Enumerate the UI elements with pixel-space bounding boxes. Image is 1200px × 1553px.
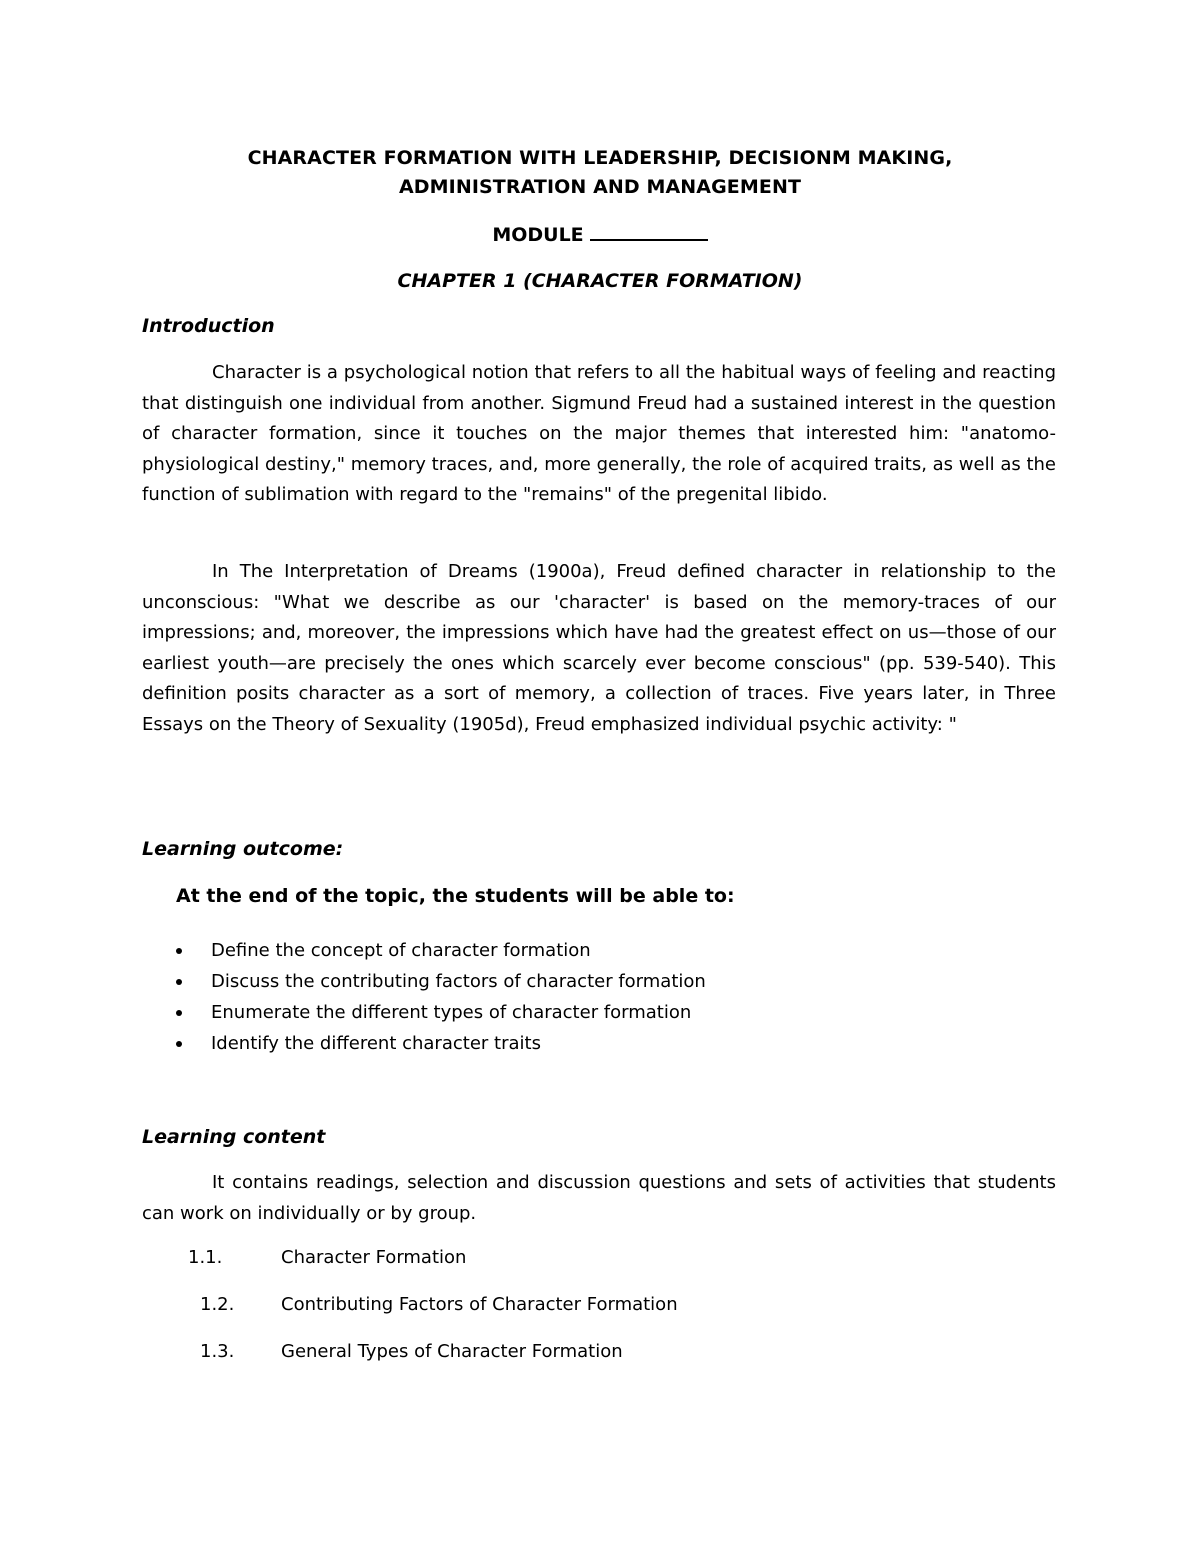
document-title-line-2: ADMINISTRATION AND MANAGEMENT [398, 176, 802, 198]
bullet-icon [176, 1041, 182, 1047]
bullet-icon [176, 948, 182, 954]
module-number-blank [590, 219, 708, 241]
topic-item [188, 1290, 678, 1337]
document-title-line-1: CHARACTER FORMATION WITH LEADERSHIP, DECISIONM MAKING, [247, 147, 953, 169]
list-item [176, 1028, 706, 1059]
topic-list [188, 1243, 678, 1384]
module-line [140, 219, 1060, 250]
bullet-icon [176, 1010, 182, 1016]
topic-number: 1.3. [200, 1341, 235, 1362]
learning-content-heading: Learning content [142, 1126, 326, 1148]
learning-content-paragraph: It contains readings, selection and discussion questions and sets of activities that students can work on individually or by group. [142, 1172, 1056, 1224]
list-item-text: Identify the different character traits [211, 1033, 541, 1054]
module-label: MODULE [492, 224, 584, 246]
list-item [176, 935, 706, 966]
topic-item [188, 1243, 678, 1290]
topic-number: 1.1. [188, 1247, 223, 1268]
learning-outcome-lead: At the end of the topic, the students will be able to: [176, 885, 735, 907]
list-item-text: Define the concept of character formation [211, 940, 591, 961]
learning-outcome-heading: Learning outcome: [142, 838, 344, 860]
topic-label: Contributing Factors of Character Formation [281, 1294, 678, 1315]
list-item-text: Enumerate the different types of character formation [211, 1002, 692, 1023]
list-item [176, 997, 706, 1028]
learning-outcome-list [176, 935, 706, 1059]
bullet-icon [176, 979, 182, 985]
list-item [176, 966, 706, 997]
introduction-heading: Introduction [142, 315, 275, 337]
list-item-text: Discuss the contributing factors of character formation [211, 971, 706, 992]
topic-number: 1.2. [200, 1294, 235, 1315]
topic-item [188, 1337, 678, 1384]
introduction-paragraph-1: Character is a psychological notion that refers to all the habitual ways of feeling and reacting that distinguish one individual from another. Sigmund Freud had a sustained interest in the question of character formation, since it touches on the major themes that interested him: "anatomo-physiological destiny," memory traces, and, more generally, the role of acquired traits, as well as the function of sublimation with regard to the "remains" of the pregenital libido. [142, 362, 1056, 505]
topic-label: Character Formation [281, 1247, 467, 1268]
introduction-paragraph-2: In The Interpretation of Dreams (1900a), Freud defined character in relationship to the unconscious: "What we describe as our 'character' is based on the memory-traces of our impressions; and, moreover, the impressions which have had the greatest effect on us—those of our earliest youth—are precisely the ones which scarcely ever become conscious" (pp. 539-540). This definition posits character as a sort of memory, a collection of traces. Five years later, in Three Essays on the Theory of Sexuality (1905d), Freud emphasized individual psychic activity: " [142, 561, 1056, 735]
topic-label: General Types of Character Formation [281, 1341, 623, 1362]
chapter-title: CHAPTER 1 (CHARACTER FORMATION) [397, 270, 803, 292]
